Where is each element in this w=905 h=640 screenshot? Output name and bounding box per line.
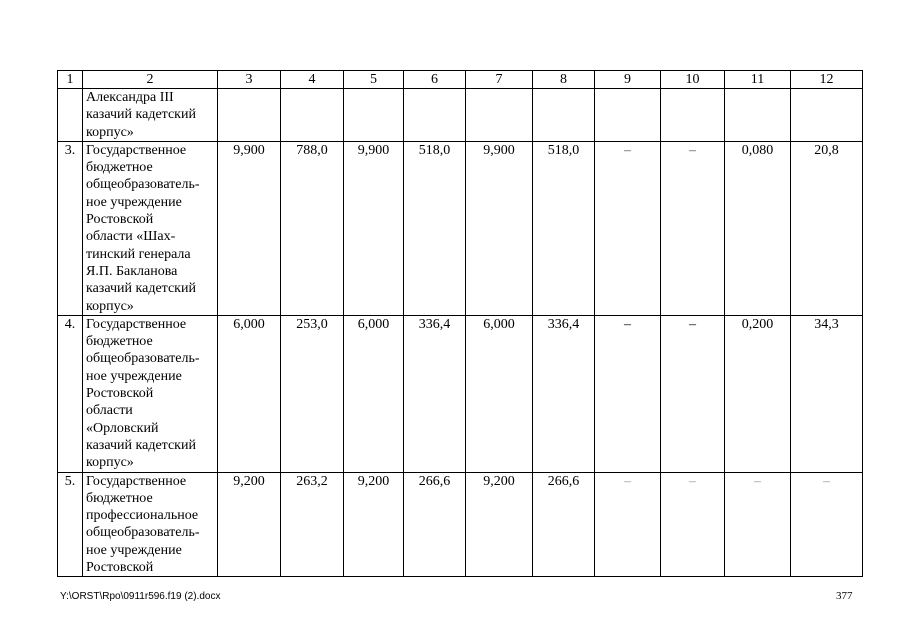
value-cell: 336,4 [404,315,466,472]
value-cell: 9,200 [344,472,404,577]
value-cell: – [725,472,791,577]
name-line: тинский генерала [86,246,191,262]
value-cell: 9,900 [466,141,533,315]
value-cell: – [661,472,725,577]
name-line: ное учреждение [86,194,182,210]
name-line: корпус» [86,455,134,471]
value-cell: 9,900 [218,141,281,315]
name-line: казачий кадетский [86,437,196,453]
header-cell-10: 10 [661,71,725,89]
name-line: области [86,403,133,419]
value-cell: – [661,141,725,315]
header-cell-4: 4 [281,71,344,89]
value-cell: – [595,141,661,315]
name-line: бюджетное [86,334,153,350]
row-number-cell: 4. [58,315,83,472]
value-cell: 518,0 [404,141,466,315]
value-cell: – [791,472,863,577]
budget-table [57,70,863,577]
name-line: общеобразователь- [86,525,200,541]
value-cell [791,89,863,142]
table-row-4 [58,315,863,472]
name-line: Я.П. Бакланова [86,263,178,279]
table-row-3 [58,141,863,315]
value-cell: 34,3 [791,315,863,472]
value-cell: 20,8 [791,141,863,315]
value-cell: 0,200 [725,315,791,472]
name-line: Ростовской [86,560,154,576]
header-cell-6: 6 [404,71,466,89]
name-line: Ростовской [86,386,154,402]
table-row-continuation [58,89,863,142]
name-line: казачий кадетский [86,107,196,123]
value-cell: 266,6 [533,472,595,577]
value-cell [725,89,791,142]
name-line: общеобразователь- [86,351,200,367]
name-line: ное учреждение [86,368,182,384]
name-line: Государственное [86,316,187,332]
name-line: профессиональное [86,508,199,524]
row-number-cell: 3. [58,141,83,315]
document-file-path: Y:\ORST\Rpo\0911r596.f19 (2).docx [60,591,221,602]
value-cell: – [595,472,661,577]
institution-name-cell [83,141,218,315]
value-cell: 9,200 [218,472,281,577]
value-cell: 253,0 [281,315,344,472]
name-line: «Орловский [86,420,159,436]
header-cell-1: 1 [58,71,83,89]
table-header-row [58,71,863,89]
name-line: бюджетное [86,160,153,176]
table-row-5 [58,472,863,577]
row-number-cell [58,89,83,142]
name-line: Государственное [86,142,187,158]
value-cell [466,89,533,142]
value-cell: 266,6 [404,472,466,577]
institution-name-cell [83,89,218,142]
value-cell [404,89,466,142]
header-cell-11: 11 [725,71,791,89]
header-cell-7: 7 [466,71,533,89]
value-cell [218,89,281,142]
page-number: 377 [836,590,853,602]
value-cell: 6,000 [218,315,281,472]
name-line: бюджетное [86,490,153,506]
name-line: ное учреждение [86,542,182,558]
name-line: корпус» [86,124,134,140]
value-cell [595,89,661,142]
name-line: Государственное [86,473,187,489]
value-cell: 6,000 [466,315,533,472]
value-cell: 0,080 [725,141,791,315]
value-cell: 518,0 [533,141,595,315]
value-cell: – [661,315,725,472]
name-line: казачий кадетский [86,281,196,297]
name-line: Александра III [86,90,174,105]
value-cell: 788,0 [281,141,344,315]
header-cell-2: 2 [83,71,218,89]
value-cell [661,89,725,142]
header-cell-12: 12 [791,71,863,89]
institution-name-cell [83,472,218,577]
value-cell: 9,900 [344,141,404,315]
value-cell: 6,000 [344,315,404,472]
value-cell: 336,4 [533,315,595,472]
name-line: корпус» [86,298,134,314]
value-cell: 9,200 [466,472,533,577]
header-cell-3: 3 [218,71,281,89]
name-line: общеобразователь- [86,177,200,193]
value-cell: – [595,315,661,472]
value-cell: 263,2 [281,472,344,577]
institution-name-cell [83,315,218,472]
value-cell [344,89,404,142]
header-cell-8: 8 [533,71,595,89]
value-cell [281,89,344,142]
header-cell-9: 9 [595,71,661,89]
header-cell-5: 5 [344,71,404,89]
value-cell [533,89,595,142]
name-line: Ростовской [86,212,154,228]
name-line: области «Шах- [86,229,176,245]
row-number-cell: 5. [58,472,83,577]
